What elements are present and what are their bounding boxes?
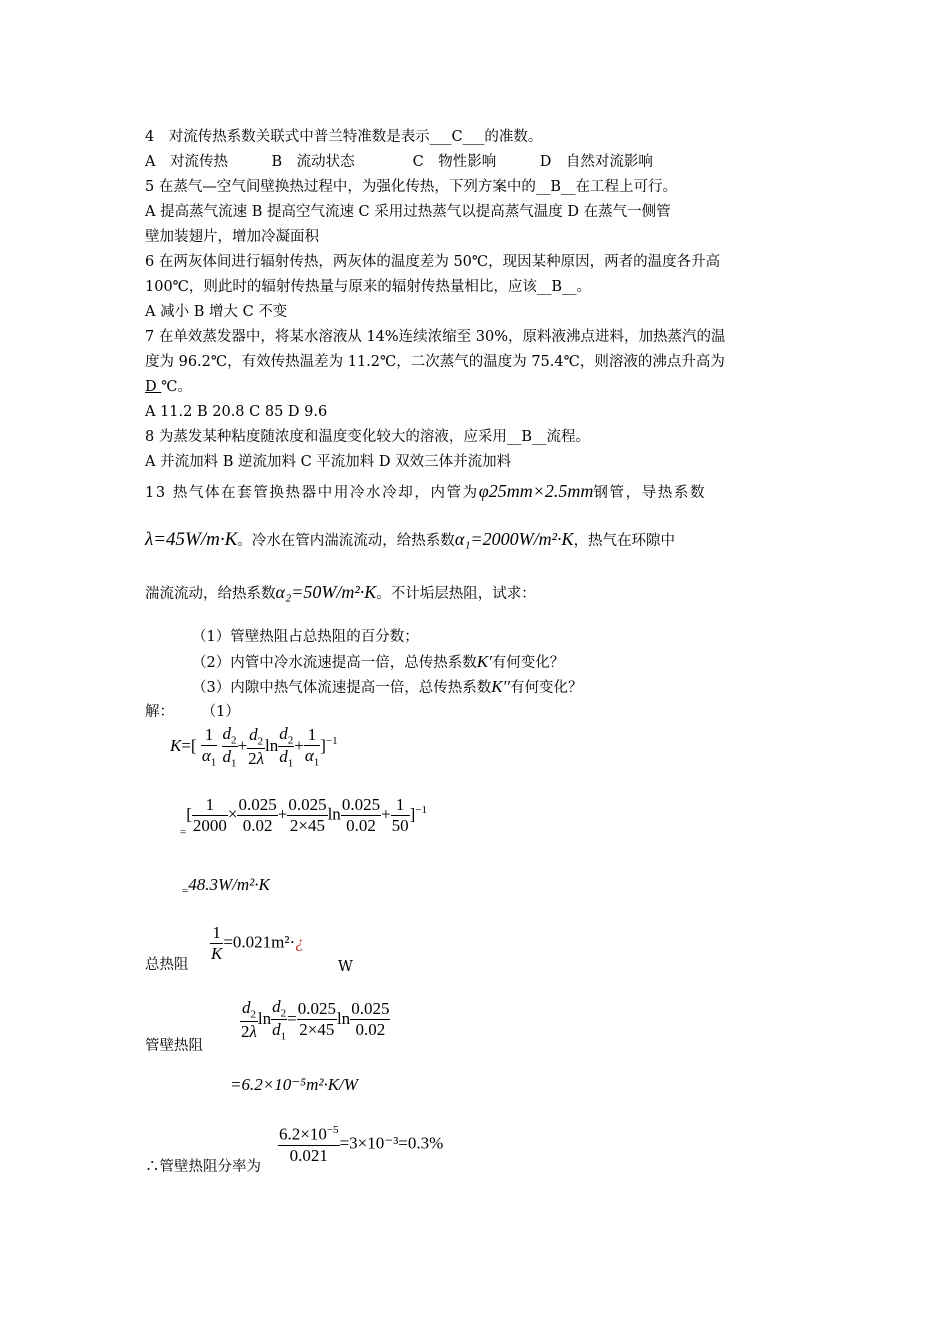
q13-ask3-a: （3）内隙中热气体流速提高一倍，总传热系数 [192,680,492,696]
q5-options-line1: A 提高蒸气流速 B 提高空气流速 C 采用过热蒸气以提高蒸气温度 D 在蒸气一侧管 [145,204,671,220]
solution-part: （1） [201,704,240,720]
fraction-result: =3×10⁻³=0.3% [339,1133,444,1153]
total-resistance-label: 总热阻 [145,957,189,973]
total-resistance-unit: W [338,959,353,975]
wall-resistance-value: =6.2×10⁻⁵m²·K/W [230,1075,358,1094]
q13-ask3 [192,678,583,697]
total-resistance-value: =0.021m²· [223,932,296,952]
result-k: $_=$48.3W/m²·K [182,875,270,897]
q13-ask1: （1）管壁热阻占总热阻的百分数； [192,629,419,645]
q7-answer: D [145,379,162,395]
q8-options: A 并流加料 B 逆流加料 C 平流加料 D 双效三体并流加料 [145,454,512,470]
q7-stem-line3 [145,378,192,396]
q7-options: A 11.2 B 20.8 C 85 D 9.6 [145,404,328,420]
q4-text: 4 对流传热系数关联式中普兰特准数是表示 [145,129,430,145]
total-resistance-formula: $\frac{1}{K}$ =0.021m²·¿ [211,923,304,963]
q6-stem-line2: 100℃，则此时的辐射传热量与原来的辐射传热量相比，应该__B__。 [145,279,592,295]
result-k-value: 48.3W/m²·K [188,875,270,894]
q4-answer: ___C___ [429,129,485,145]
formula-k-numeric: $_=$[ $\frac{1}{2000}$ × $\frac{0.025}{0.02}$ + $\frac{0.025}{2\times 45}$ ln $\frac{0.025}{0.02}$ + $\frac{1}{50}$ ]$^{-1}$ [180,795,428,839]
formula-k-definition: K=[ $\frac{1}{\alpha_1}$ $\frac{d_2}{d_1}$ + $\frac{d_2}{2\lambda}$ ln $\frac{d_2}{d_1}$ + $\frac{1}{\alpha_1}$ ]$^{-1}$ [170,724,338,770]
q13-mid-a: 。冷水在管内湍流流动，给热系数 [237,533,455,549]
fraction-label: ∴管壁热阻分率为 [145,1159,261,1175]
wall-resistance-formula: $\frac{d_2}{2\lambda}$ ln $\frac{d_2}{d_1}$ = $\frac{0.025}{2\times 45}$ ln $\frac{0.025}{0.02}$ [241,997,390,1043]
q6-stem-line1: 6 在两灰体间进行辐射传热，两灰体的温度差为 50℃，现因某种原因，两者的温度各升高 [145,254,721,270]
q13-ask3-k: K′′ [491,677,511,696]
q6-options: A 减小 B 增大 C 不变 [145,304,288,320]
q7-stem-line2: 度为 96.2℃，有效传热温差为 11.2℃，二次蒸气的温度为 75.4℃，则溶液的沸点升高为 [145,354,725,370]
q13-intro-line2 [145,530,675,550]
q4-options: A 对流传热 B 流动状态 C 物性影响 D 自然对流影响 [145,154,653,170]
q13-ask3-b: 有何变化？ [510,680,583,696]
solution-label: 解： [145,704,174,720]
fraction-formula: $\frac{6.2\times 10^{-5}}{0.021}$ =3×10⁻³=0.3% [279,1124,444,1165]
q13-pipe-spec: φ25mm×2.5mm [478,481,594,501]
q4-stem [145,128,542,146]
q13-line3-a: 湍流流动，给热系数 [145,586,276,602]
wall-resistance-label: 管壁热阻 [145,1038,203,1054]
q13-intro-b: 钢管，导热系数 [593,485,707,501]
q7-stem-line1: 7 在单效蒸发器中，将某水溶液从 14%连续浓缩至 30%，原料液沸点进料，加热蒸汽的温 [145,329,726,345]
q13-alpha1: α₁=2000W/m²·K [454,529,574,549]
q13-line3-b: 。不计垢层热阻，试求： [376,586,536,602]
solution-head [145,703,240,721]
q13-ask2 [192,653,564,672]
total-resistance-glyph: ¿ [295,932,304,952]
wall-resistance-result [230,1075,358,1095]
eq-prefix-1: = [180,826,187,839]
q13-lambda: λ=45W/m·K [145,529,238,550]
q13-intro-a: 13 热气体在套管换热器中用冷水冷却，内管为 [145,485,479,501]
q7-tail: ℃。 [161,379,192,395]
q13-intro-line3 [145,583,536,603]
q5-options-line2: 壁加装翅片，增加冷凝面积 [145,229,319,245]
q13-ask2-k: K′ [476,652,492,671]
q4-tail: 的准数。 [484,129,543,145]
q8-stem: 8 为蒸发某种粘度随浓度和温度变化较大的溶液，应采用__B__流程。 [145,429,590,445]
q13-ask2-b: 有何变化？ [491,655,565,671]
q5-stem: 5 在蒸气—空气间壁换热过程中，为强化传热，下列方案中的__B__在工程上可行。 [145,179,677,195]
q13-ask2-a: （2）内管中冷水流速提高一倍，总传热系数 [192,655,477,671]
q13-mid-b: ，热气在环隙中 [573,533,676,549]
q13-intro-line1 [145,482,706,502]
q13-alpha2: α₂=50W/m²·K [275,582,377,602]
